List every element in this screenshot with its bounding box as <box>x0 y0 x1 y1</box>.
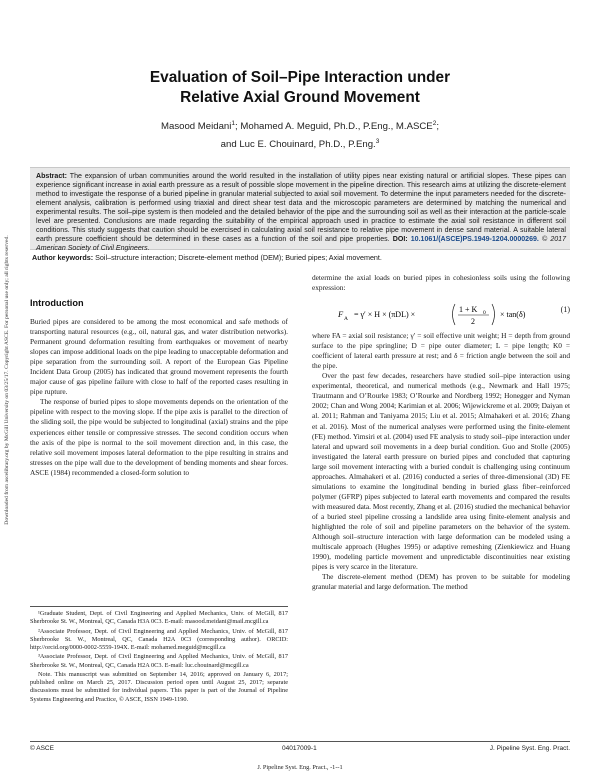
keywords-label: Author keywords: <box>32 253 94 262</box>
right-paragraph-3: The discrete-element method (DEM) has proven to be suitable for modeling granular material and large deformation. The method <box>312 572 570 592</box>
eq-lhs-sub: A <box>344 316 348 323</box>
doi-label: DOI: <box>392 236 408 244</box>
keywords-text: Soil–structure interaction; Discrete-element method (DEM); Buried pipes; Axial movement. <box>95 253 382 262</box>
right-paragraph-0: determine the axial loads on buried pipes in cohesionless soils using the following expression: <box>312 273 570 293</box>
abstract-copyright: © 2017 American Society of Civil Engineers. <box>36 236 566 253</box>
equation-number: (1) <box>560 305 570 315</box>
intro-paragraph-2: The response of buried pipes to slope movements depends on the orientation of the pipeline with respect to the moving slope. If the pipe axis is parallel to the direction of the sliding soil, the pipe would be subjected to longitudinal (axial) strains and the pipe experiences either tensile or compressive stresses. The second condition occurs when the axis of the pipe is normal to the soil movement direction and, in this case, the relative soil movement imposes lateral deformation to the pipe resulting in strains and stresses on the pipe wall due to the development of bending moments and shear forces. ASCE (1984) recommended a closed-form solution to <box>30 397 288 477</box>
abstract-box <box>30 167 570 253</box>
footnote-1: ¹Graduate Student, Dept. of Civil Engineering and Applied Mechanics, Univ. of McGill, 817 Sherbrooke St. W., Montreal, QC, Canada H3A 0C3. E-mail: masood.meidani@mail.mcgill.ca <box>30 610 288 626</box>
footnotes <box>30 606 288 705</box>
author-line-2 <box>60 134 540 152</box>
footer-journal: J. Pipeline Syst. Eng. Pract. <box>489 745 570 752</box>
paper-title <box>60 68 540 108</box>
author-list <box>60 116 540 152</box>
eq-rhs-1: = γ′ × H × (πDL) × <box>354 310 416 320</box>
title-line-2: Relative Axial Ground Movement <box>180 89 420 106</box>
eq-paren-right <box>492 304 495 325</box>
footnote-2: ²Associate Professor, Dept. of Civil Engineering and Applied Mechanics, Univ. of McGill, 817 Sherbrooke St. W., Montreal, QC, Canada H2A 0C3 (corresponding author). ORCID: http://orcid.org/0000-0002-5559-194X. E-mail: mohamed.meguid@mcgill.ca <box>30 627 288 651</box>
submission-note: Note. This manuscript was submitted on September 14, 2016; approved on January 6, 2017; published online on March 25, 2017. Discussion period open until August 25, 2017; separate discussions must be submitted for individual papers. This paper is part of the Journal of Pipeline Systems Engineering and Practice, © ASCE, ISSN 1949-1190. <box>30 670 288 703</box>
right-column <box>312 273 570 592</box>
author-line-1: Masood Meidani$^1$; Mohamed A. Meguid, Ph.D., P.Eng., M.ASCE$^2$; <box>161 120 439 133</box>
eq-denominator: 2 <box>471 317 475 327</box>
keywords <box>32 253 570 262</box>
eq-numerator-sub: 0 <box>483 310 486 317</box>
eq-rhs-2: × tan(δ) <box>500 310 526 320</box>
bottom-citation: J. Pipeline Syst. Eng. Pract., -1--1 <box>257 764 343 771</box>
abstract-paragraph <box>36 172 566 253</box>
equation-1 <box>312 295 570 327</box>
author-3: and Luc E. Chouinard, Ph.D., P.Eng. <box>220 139 376 151</box>
author-1: Masood Meidani <box>161 121 232 133</box>
download-sidebar <box>1 170 13 590</box>
abstract-text: The expansion of urban communities around the world resulted in the installation of utility pipes near existing natural or artificial slopes. These pipes can experience significant increase in axial earth pressure as a result of possible slope movement in the pipeline direction. This research aims at utilizing the discrete-element method to investigate the response of a buried pipeline in granular material subjected to axial soil movement. To determine the input parameters needed for the discrete-element analysis, calibration is performed using triaxial and direct shear test data and the microscopic parameters are determined by matching the numerical and experimental results. The soil–pipe system is then modeled and the detailed behavior of the pipe and the surrounding soil as well as their interaction at the particle-scale level are presented. Conclusions are made regarding the suitability of the empirical approach used in practice to estimate the axial soil resistance in different soil conditions. This study suggests that caution should be exercised in calculating axial soil resistance to relative pipe movement in dense sand material. A suitable lateral earth pressure coefficient should be determined in these cases as a function of the soil and pipe properties. <box>36 173 566 244</box>
introduction-heading: Introduction <box>30 298 84 308</box>
author-2-sup: 2 <box>432 120 437 127</box>
title-line-1: Evaluation of Soil–Pipe Interaction under <box>149 69 451 86</box>
right-paragraph-2: Over the past few decades, researchers have studied soil–pipe interaction using experimental, theoretical, and numerical methods (e.g., Newmark and Hall 1975; Trautmann and O’Rourke 1983; O’Rourke and Nordberg 1992; Honegger and Nyman 2002; Chan and Wong 2004; Karimian et al. 2006; Wijewickreme et al. 2009; Daiyan et al. 2011; Rahman and Taniyama 2015; Liu et al. 2015; Almahakeri et al. 2016; Zhang et al. 2016). Most of the numerical analyses were performed using the finite-element (FE) method. Yimsiri et al. (2004) used FE analysis to study soil–pipe interaction under lateral and upward soil movements in a deep burial condition. Guo and Stolle (2005) investigated the lateral earth pressure on buried pipes and concluded that capturing large soil movement interacting with a buried conduit is challenging using continuum approaches. Almahakeri et al. (2016) conducted a series of three-dimensional (3D) FE simulations to examine the longitudinal bending in buried glass fiber–reinforced polymer (GFRP) pipes subjected to lateral earth movements and compared the results with measured data. Most recently, Zhang et al. (2016) studied the mechanical behavior of a buried steel pipeline crossing a landslide area using finite-element analysis and highlighted the role of soil and pipeline parameters on the behavior of the system. Although soil–structure interaction with large deformation can be modeled using a multiscale approach (Hughes 1995) or adaptive remeshing (Zienkiewicz and Huang 1990), modeling particle movement and unpredictable discontinuities near existing pipes is very scarce in the literature. <box>312 371 570 572</box>
eq-paren-left <box>453 304 456 325</box>
author-2: Mohamed A. Meguid, Ph.D., P.Eng., M.ASCE <box>240 121 433 133</box>
footnote-3: ³Associate Professor, Dept. of Civil Engineering and Applied Mechanics, Univ. of McGill, 817 Sherbrooke St. W., Montreal, QC, Canada H2A 0C3. E-mail: luc.chouinard@mcgill.ca <box>30 653 288 669</box>
left-column <box>30 298 288 478</box>
right-paragraph-1: where FA = axial soil resistance; γ′ = soil effective unit weight; H = depth from ground surface to the pipe springline; D = pipe outer diameter; L = pipe length; K0 = coefficient of lateral earth pressure at rest; and δ = friction angle between the soil and the pipe. <box>312 331 570 371</box>
author-1-sup: 1 <box>231 120 236 127</box>
abstract-label: Abstract: <box>36 173 67 180</box>
author-3-sup: 3 <box>375 138 380 146</box>
download-notice: Downloaded from ascelibrary.org by McGill University on 03/25/17. Copyright ASCE. For personal use only; all rights reserved. <box>4 235 10 525</box>
eq-numerator: 1 + K <box>459 305 478 315</box>
footer-article-number: 04017009-1 <box>282 745 317 752</box>
footer-copyright: © ASCE <box>30 745 54 752</box>
footer-rule <box>30 741 570 742</box>
eq-lhs: F <box>338 309 344 320</box>
intro-paragraph-1: Buried pipes are considered to be among the most economical and safe methods of transporting natural resources (e.g., oil, natural gas, and water distribution networks). Permanent ground deformation resulting from earthquakes or movement of nearby slopes can impose additional loads on the pipe leading to unacceptable deformation and pipe separation from the surrounding soil. A report of the European Gas Pipeline Incident Data Group (2005) has indicated that ground movement represents the fourth major cause of gas pipeline failure with close to half of the reported cases resulting in pipe rupture. <box>30 317 288 397</box>
doi-link[interactable]: 10.1061/(ASCE)PS.1949-1204.0000269. <box>410 236 539 244</box>
equation-body <box>338 299 553 329</box>
